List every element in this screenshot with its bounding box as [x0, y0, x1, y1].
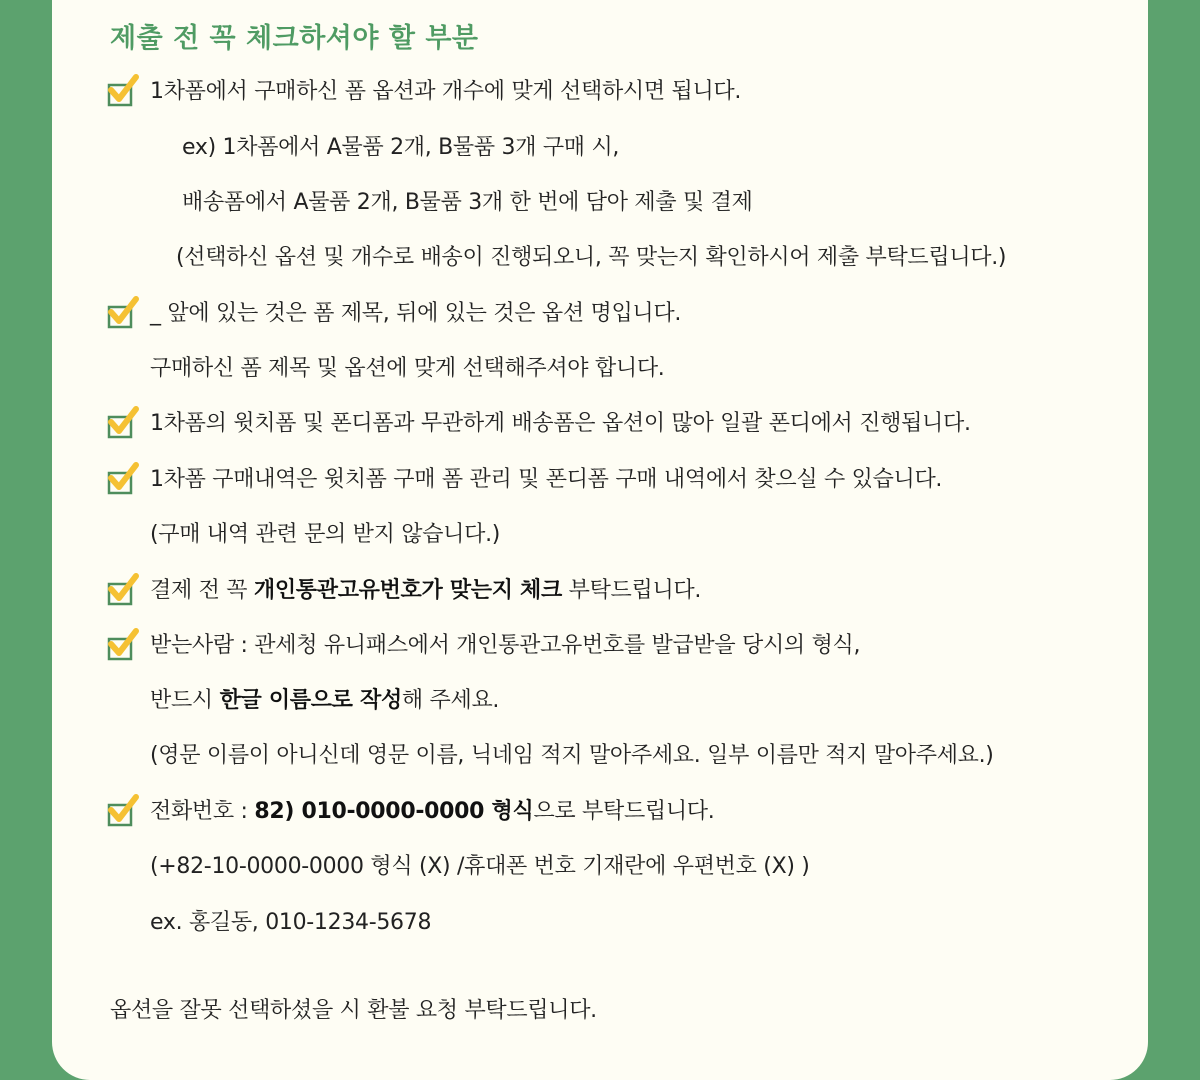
checkbox-check-icon	[105, 462, 139, 496]
item1-note: (선택하신 옵션 및 개수로 배송이 진행되오니, 꼭 맞는지 확인하시어 제출 부탁드립니다.)	[176, 245, 1007, 270]
footer-note: 옵션을 잘못 선택하셨을 시 환불 요청 부탁드립니다.	[110, 998, 597, 1023]
item7-text-pre: 전화번호 :	[150, 799, 255, 824]
item5-text-post: 부탁드립니다.	[561, 578, 702, 603]
item6-line3: (영문 이름이 아니신데 영문 이름, 닉네임 적지 말아주세요. 일부 이름만 적지 말아주세요.)	[150, 743, 994, 768]
item2-line1: _ 앞에 있는 것은 폼 제목, 뒤에 있는 것은 옵션 명입니다.	[150, 301, 682, 326]
item6-text-post: 해 주세요.	[401, 688, 500, 713]
item5-text-pre: 결제 전 꼭	[150, 578, 254, 603]
item5-text-bold: 개인통관고유번호가 맞는지 체크	[253, 578, 562, 603]
notice-title: 제출 전 꼭 체크하셔야 할 부분	[110, 23, 479, 54]
item2-line2: 구매하신 폼 제목 및 옵션에 맞게 선택해주셔야 합니다.	[150, 356, 665, 381]
item7-text-post: 으로 부탁드립니다.	[533, 799, 715, 824]
item1-line1: 1차폼에서 구매하신 폼 옵션과 개수에 맞게 선택하시면 됩니다.	[150, 79, 742, 104]
item6-text-bold: 한글 이름으로 작성	[219, 688, 402, 713]
item5-line1	[150, 576, 701, 606]
checkbox-check-icon	[105, 74, 139, 108]
item6-line1: 받는사람 : 관세청 유니패스에서 개인통관고유번호를 발급받을 당시의 형식,	[150, 633, 861, 658]
item1-example-line2: 배송폼에서 A물품 2개, B물품 3개 한 번에 담아 제출 및 결제	[182, 190, 753, 215]
item7-line1	[150, 797, 714, 827]
item4-line1: 1차폼 구매내역은 윗치폼 구매 폼 관리 및 폰디폼 구매 내역에서 찾으실 수 있습니다.	[150, 467, 943, 492]
checkbox-check-icon	[105, 406, 139, 440]
item7-text-bold: 82) 010-0000-0000 형식	[254, 799, 534, 824]
item7-line2: (+82-10-0000-0000 형식 (X) /휴대폰 번호 기재란에 우편번호 (X) )	[150, 854, 810, 879]
item1-example-line1: ex) 1차폼에서 A물품 2개, B물품 3개 구매 시,	[182, 135, 620, 160]
item7-line3: ex. 홍길동, 010-1234-5678	[150, 910, 432, 935]
checkbox-check-icon	[105, 573, 139, 607]
item6-line2	[150, 686, 499, 716]
item4-line2: (구매 내역 관련 문의 받지 않습니다.)	[150, 522, 501, 547]
checkbox-check-icon	[105, 794, 139, 828]
checkbox-check-icon	[105, 628, 139, 662]
checkbox-check-icon	[105, 296, 139, 330]
item3-line1: 1차폼의 윗치폼 및 폰디폼과 무관하게 배송폼은 옵션이 많아 일괄 폰디에서 진행됩니다.	[150, 411, 971, 436]
item6-text-pre: 반드시	[150, 688, 220, 713]
